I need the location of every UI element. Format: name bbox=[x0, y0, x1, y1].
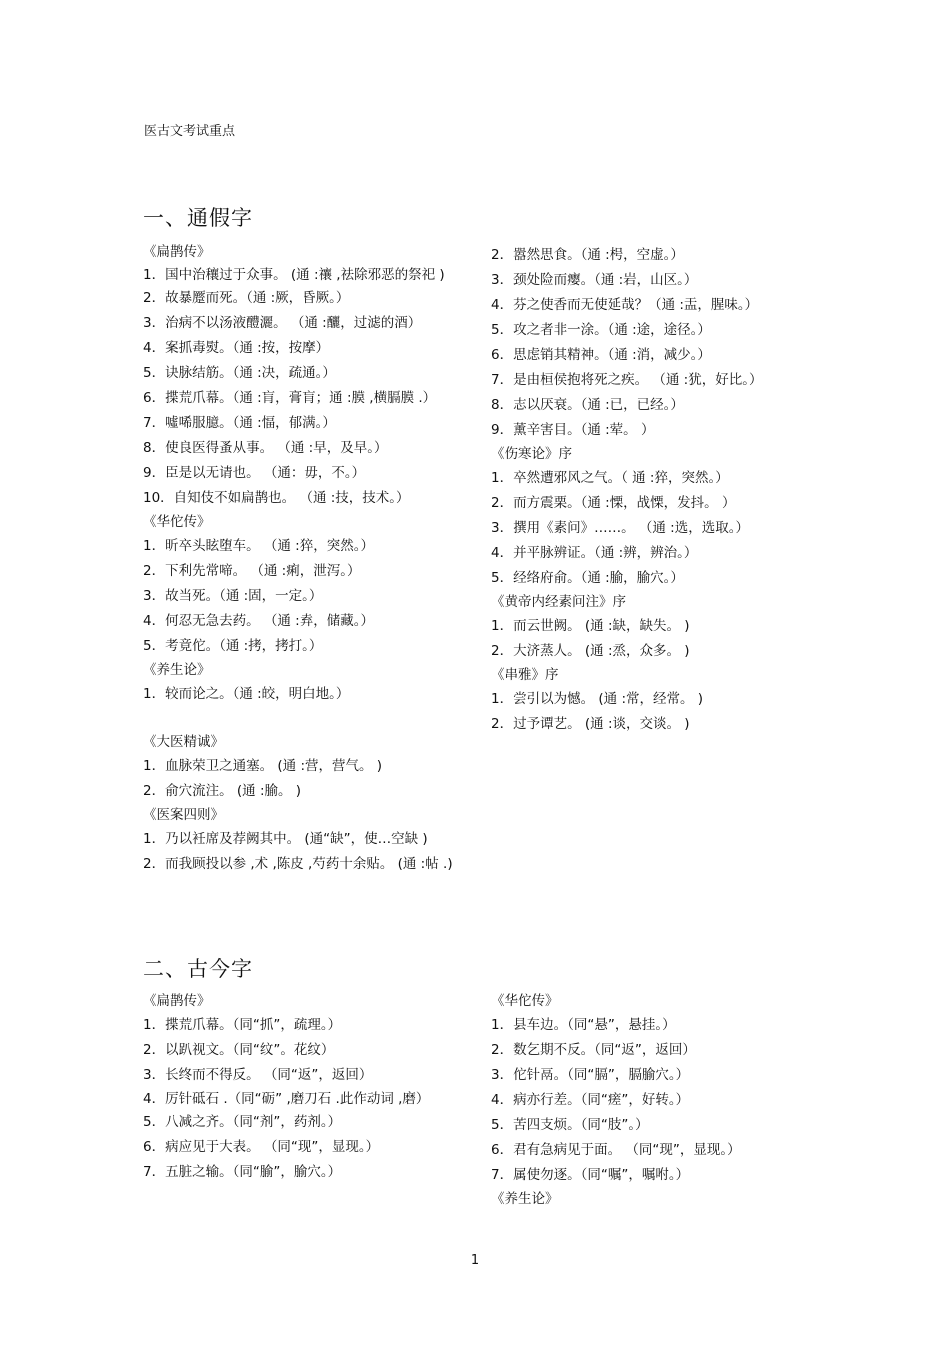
source-heading: 《大医精诚》 bbox=[143, 734, 224, 750]
list-item: 5．攻之者非一涂。（通 :途，途径。） bbox=[491, 322, 711, 338]
list-item: 2．俞穴流注。 (通 :腧。 ) bbox=[143, 783, 302, 799]
list-item: 4．厉针砥石 .（同“砺” ,磨刀石 .此作动词 ,磨） bbox=[143, 1091, 430, 1107]
list-item: 1．国中治穰过于众事。 (通 :禳 ,祛除邪恶的祭祀 ) bbox=[143, 267, 445, 283]
page-number: 1 bbox=[470, 1253, 480, 1268]
list-item: 9．臣是以无请也。 （通：毋，不。） bbox=[143, 465, 366, 481]
list-item: 3．颈处险而瘿。（通 :岩，山区。） bbox=[491, 272, 698, 288]
list-item: 1．较而论之。（通 :皎，明白地。） bbox=[143, 686, 350, 702]
list-item: 4．病亦行差。（同“瘥”，好转。） bbox=[491, 1092, 690, 1108]
list-item: 1．昕卒头眩堕车。 （通 :猝，突然。） bbox=[143, 538, 374, 554]
list-item: 2．而我顾投以参 ,术 ,陈皮 ,芍药十余贴。 (通 :帖 .) bbox=[143, 856, 453, 872]
list-item: 1．血脉荣卫之通塞。 (通 :营，营气。 ) bbox=[143, 758, 383, 774]
source-heading: 《养生论》 bbox=[143, 662, 211, 678]
list-item: 1．乃以衽席及荐阙其中。 (通“缺”，使…空缺 ) bbox=[143, 831, 428, 847]
list-item: 6．病应见于大表。 （同“现”，显现。） bbox=[143, 1139, 380, 1155]
list-item: 4．何忍无急去药。 （通 :弆，储藏。） bbox=[143, 613, 374, 629]
list-item: 4．并平脉辨证。（通 :辨，辨治。） bbox=[491, 545, 698, 561]
list-item: 6．思虑销其精神。（通 :消，减少。） bbox=[491, 347, 711, 363]
list-item: 1．县车边。（同“悬”，悬挂。） bbox=[491, 1017, 676, 1033]
source-heading: 《伤寒论》序 bbox=[491, 446, 572, 462]
spacer bbox=[143, 707, 478, 731]
list-item: 6．君有急病见于面。 （同“现”，显现。） bbox=[491, 1142, 741, 1158]
section2-left-column bbox=[143, 990, 473, 1185]
list-item: 1．而云世阙。 (通 :缺，缺失。 ) bbox=[491, 618, 690, 634]
list-item: 1．尝引以为憾。 (通 :常，经常。 ) bbox=[491, 691, 704, 707]
list-item: 10．自知伎不如扁鹊也。 （通 :技，技术。） bbox=[143, 490, 410, 506]
source-heading: 《医案四则》 bbox=[143, 807, 224, 823]
source-heading: 《养生论》 bbox=[491, 1191, 559, 1207]
section1-right-column bbox=[491, 243, 821, 737]
list-item: 3．长终而不得反。 （同“返”，返回） bbox=[143, 1067, 373, 1083]
list-item: 7．是由桓侯抱将死之疾。 （通 :犹，好比。） bbox=[491, 372, 763, 388]
list-item: 2．故暴蹷而死。（通 :厥，昏厥。） bbox=[143, 290, 350, 306]
list-item: 3．撰用《素问》……。 （通 :选，选取。） bbox=[491, 520, 749, 536]
list-item: 4．案抓毒熨。（通 :按，按摩） bbox=[143, 340, 330, 356]
list-item: 5．八减之齐。（同“剂”，药剂。） bbox=[143, 1114, 342, 1130]
list-item: 7．属使勿逐。（同“嘱”，嘱咐。） bbox=[491, 1167, 690, 1183]
list-item: 2．过予谭艺。 (通 :谈，交谈。 ) bbox=[491, 716, 690, 732]
list-item: 3．故当死。（通 :固，一定。） bbox=[143, 588, 323, 604]
list-item: 5．经络府俞。（通 :腧，腧穴。） bbox=[491, 570, 684, 586]
source-heading: 《华佗传》 bbox=[143, 514, 211, 530]
list-item: 2．下利先常啼。 （通 :痢，泄泻。） bbox=[143, 563, 361, 579]
source-heading: 《黄帝内经素问注》序 bbox=[491, 594, 626, 610]
list-item: 1．揲荒爪幕。（同“抓”，疏理。） bbox=[143, 1017, 342, 1033]
section2-right-column bbox=[491, 990, 821, 1211]
list-item: 7．噓唏服臆。（通 :愊，郁满。） bbox=[143, 415, 336, 431]
document-title: 医古文考试重点 bbox=[144, 124, 236, 139]
list-item: 4．芬之使香而无使延哉？（通 :㿻，腥味。） bbox=[491, 297, 759, 313]
list-item: 7．五脏之输。（同“腧”，腧穴。） bbox=[143, 1164, 342, 1180]
list-item: 3．治病不以汤液醴灑。 （通 :釃，过滤的酒） bbox=[143, 315, 422, 331]
source-heading: 《扁鹊传》 bbox=[143, 244, 211, 260]
section1-left-column bbox=[143, 241, 478, 877]
list-item: 1．卒然遭邪风之气。（ 通 :猝，突然。） bbox=[491, 470, 729, 486]
list-item: 2．而方震栗。（通 :慄，战慄，发抖。 ） bbox=[491, 495, 736, 511]
source-heading: 《扁鹊传》 bbox=[143, 993, 211, 1009]
source-heading: 《华佗传》 bbox=[491, 993, 559, 1009]
list-item: 8．使良医得蚤从事。 （通 :早，及早。） bbox=[143, 440, 388, 456]
list-item: 8．志以厌衰。（通 :已，已经。） bbox=[491, 397, 684, 413]
list-item: 5．考竟佗。（通 :拷，拷打。） bbox=[143, 638, 323, 654]
list-item: 5．诀脉结筋。（通 :决，疏通。） bbox=[143, 365, 336, 381]
list-item: 6．揲荒爪幕。（通 :肓，膏肓；通 :膜 ,横膈膜 .） bbox=[143, 390, 437, 406]
list-item: 2．数乞期不反。（同“返”，返回） bbox=[491, 1042, 696, 1058]
list-item: 5．苦四支烦。（同“肢”。） bbox=[491, 1117, 649, 1133]
list-item: 2．大济蒸人。 (通 :烝，众多。 ) bbox=[491, 643, 690, 659]
list-item: 2．以趴视文。（同“纹”。花纹） bbox=[143, 1042, 335, 1058]
list-item: 9．薰辛害目。（通 :荤。 ） bbox=[491, 422, 655, 438]
section-heading-gujinzi: 二、古今字 bbox=[143, 957, 253, 981]
list-item: 2．嚣然思食。（通 :枵，空虚。） bbox=[491, 247, 684, 263]
section-heading-tongjiazi: 一、通假字 bbox=[143, 206, 253, 230]
list-item: 3．佗针鬲。（同“膈”，膈腧穴。） bbox=[491, 1067, 690, 1083]
source-heading: 《串雅》序 bbox=[491, 667, 559, 683]
